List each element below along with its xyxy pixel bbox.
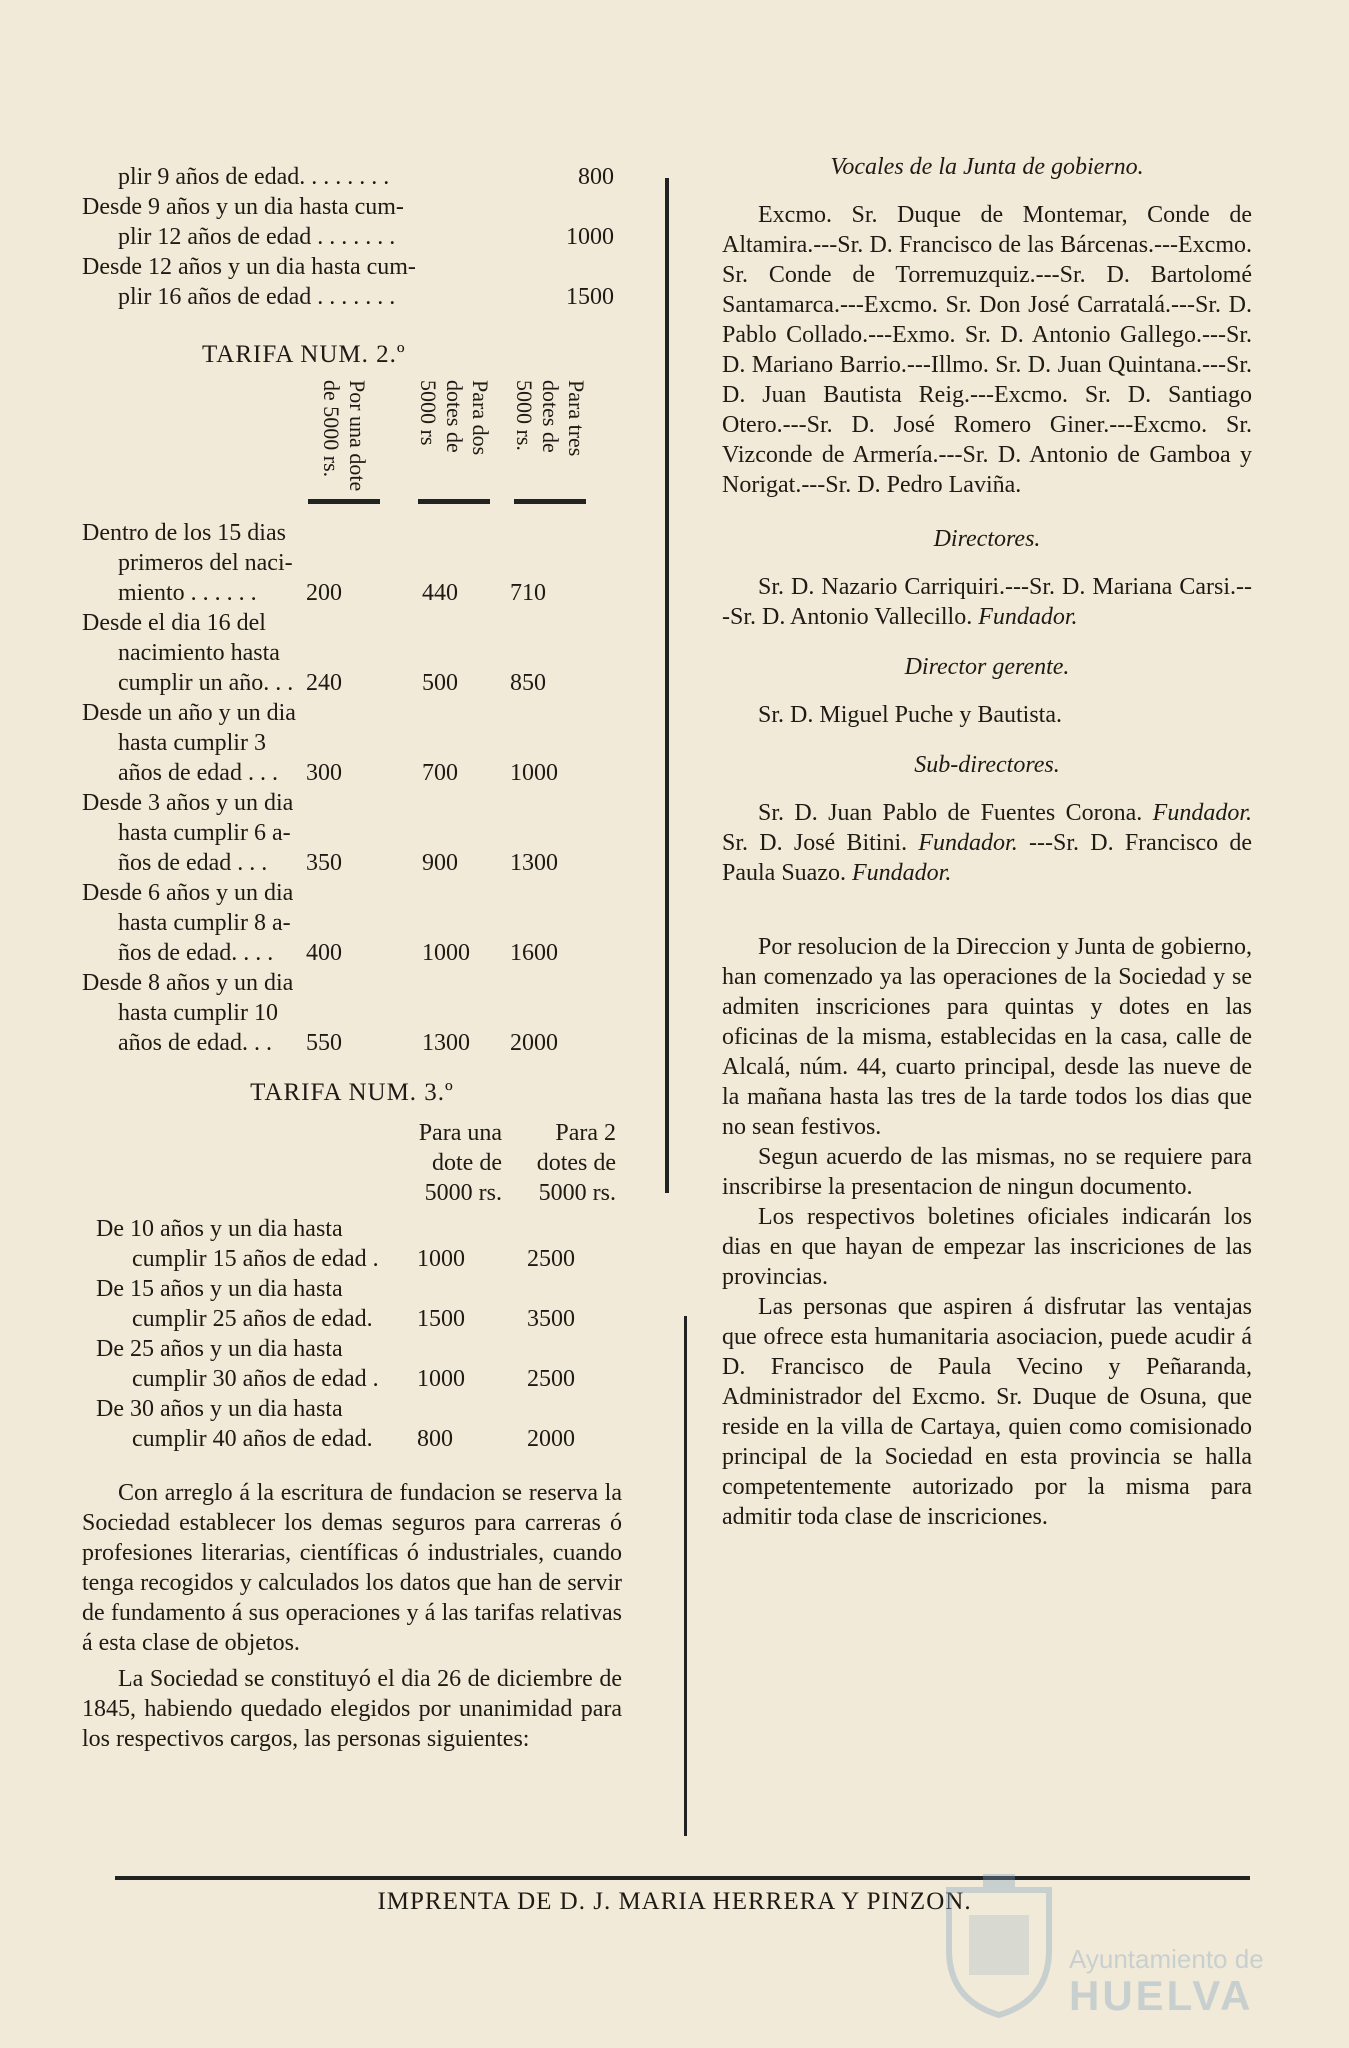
tarifa1-value: 1500 <box>566 284 614 310</box>
tarifa3-col-header: Para 2 dotes de 5000 rs. <box>536 1120 616 1206</box>
tarifa3-row-label: De 25 años y un dia hasta <box>96 1336 343 1362</box>
tarifa3-row-label: cumplir 40 años de edad. <box>132 1426 373 1452</box>
tarifa3-col-header: Para una dote de 5000 rs. <box>418 1120 502 1206</box>
tarifa2-value: 2000 <box>510 1030 558 1056</box>
tarifa2-row <box>82 608 622 698</box>
tarifa2-row-label: miento . . . . . . <box>118 580 257 606</box>
imprint-footer: IMPRENTA DE D. J. MARIA HERRERA Y PINZON. <box>377 1888 972 1915</box>
tarifa2-row-label: hasta cumplir 6 a- <box>118 820 291 846</box>
tarifa3-row-label: cumplir 25 años de edad. <box>132 1306 373 1332</box>
tarifa2-title: TARIFA NUM. 2.º <box>202 341 406 368</box>
tarifa3-value: 800 <box>417 1426 453 1452</box>
watermark <box>939 1860 1269 2020</box>
tarifa2-value: 850 <box>510 670 546 696</box>
tarifa2-value: 200 <box>306 580 342 606</box>
tarifa2-row-label: ños de edad . . . <box>118 850 268 876</box>
right-column <box>722 152 1252 1532</box>
tarifa3-value: 1500 <box>417 1306 465 1332</box>
tarifa2-value: 500 <box>422 670 458 696</box>
left-column <box>82 162 622 1754</box>
tarifa3-row-label: De 10 años y un dia hasta <box>96 1216 343 1242</box>
section-title-subdirectores: Sub-directores. <box>914 752 1060 778</box>
tarifa1-line: Desde 12 años y un dia hasta cum- <box>82 254 416 280</box>
tarifa2-value: 240 <box>306 670 342 696</box>
tarifa2-row-label: nacimiento hasta <box>118 640 280 666</box>
tarifa2-row-label: Desde 8 años y un dia <box>82 970 294 996</box>
tarifa1-value: 1000 <box>566 224 614 250</box>
tarifa3-row <box>82 1394 622 1454</box>
column-rule <box>684 1316 687 1836</box>
tarifa2-value: 900 <box>422 850 458 876</box>
tarifa2-value: 710 <box>510 580 546 606</box>
paragraph: La Sociedad se constituyó el dia 26 de diciembre de 1845, habiendo quedado elegidos por unanimidad para los respectivos cargos, las personas siguientes: <box>82 1666 622 1752</box>
tarifa2-row-label: Desde un año y un dia <box>82 700 296 726</box>
paragraph: Con arreglo á la escritura de fundacion se reserva la Sociedad establecer los demas seguros para carreras ó profesiones literarias, científicas ó industriales, cuando tenga recogidos y calculados los datos que han de servir de fundamento á sus operaciones y á las tarifas relativas á esta clase de objetos. <box>82 1480 622 1656</box>
tarifa3-row-label: De 15 años y un dia hasta <box>96 1276 343 1302</box>
tarifa2-value: 1300 <box>510 850 558 876</box>
tarifa2-rows <box>82 518 622 1058</box>
tarifa1-row <box>82 192 622 252</box>
tarifa1-row <box>82 162 622 192</box>
section-title-director-gerente: Director gerente. <box>904 654 1070 680</box>
paragraph: Las personas que aspiren á disfrutar las ventajas que ofrece esta humanitaria asociacion, puede acudir á D. Francisco de Paula Vecino y Peñaranda, Administrador del Excmo. Sr. Duque de Osuna, que reside en la villa de Cartaya, quien como comisionado principal de la Sociedad en esta provincia se halla competentemente autorizado por la misma para admitir toda clase de inscriciones. <box>722 1294 1252 1530</box>
tarifa2-value: 700 <box>422 760 458 786</box>
tarifa3-value: 2500 <box>527 1246 575 1272</box>
tarifa2-row <box>82 968 622 1058</box>
tarifa2-row-label: años de edad. . . <box>118 1030 272 1056</box>
tarifa2-col-header: Por una dote de 5000 rs. <box>304 380 384 500</box>
tarifa3-row-label: cumplir 30 años de edad . <box>132 1366 379 1392</box>
tarifa2-row-label: primeros del naci- <box>118 550 293 576</box>
tarifa2-value: 400 <box>306 940 342 966</box>
tarifa2-row <box>82 878 622 968</box>
tarifa2-row-label: hasta cumplir 8 a- <box>118 910 291 936</box>
crest-icon <box>939 1870 1059 2020</box>
tarifa3-value: 3500 <box>527 1306 575 1332</box>
tarifa2-header <box>82 380 622 510</box>
tarifa3-title: TARIFA NUM. 3.º <box>250 1079 454 1106</box>
tarifa2-value: 1000 <box>422 940 470 966</box>
tarifa2-value: 440 <box>422 580 458 606</box>
tarifa2-value: 1000 <box>510 760 558 786</box>
section-title-vocales: Vocales de la Junta de gobierno. <box>830 154 1144 180</box>
tarifa1-line: plir 12 años de edad . . . . . . . <box>118 224 396 250</box>
tarifa2-row-label: Dentro de los 15 dias <box>82 520 286 546</box>
tarifa3-value: 1000 <box>417 1246 465 1272</box>
tarifa2-row-label: Desde el dia 16 del <box>82 610 266 636</box>
tarifa3-row <box>82 1274 622 1334</box>
tarifa2-row-label: Desde 6 años y un dia <box>82 880 294 906</box>
tarifa3-row <box>82 1214 622 1274</box>
director-gerente-text: Sr. D. Miguel Puche y Bautista. <box>758 702 1062 728</box>
column-rule <box>665 178 669 1193</box>
tarifa3-row-label: cumplir 15 años de edad . <box>132 1246 379 1272</box>
tarifa2-col-header: Para dos dotes de 5000 rs <box>414 380 494 500</box>
subdirectores-text: Sr. D. Juan Pablo de Fuentes Corona. Fundador. Sr. D. José Bitini. Fundador. ---Sr. D. Francisco de Paula Suazo. Fundador. <box>722 800 1253 886</box>
tarifa3-rows <box>82 1214 622 1454</box>
tarifa3-value: 1000 <box>417 1366 465 1392</box>
tarifa2-row <box>82 518 622 608</box>
tarifa3-header <box>82 1118 622 1214</box>
tarifa3-value: 2000 <box>527 1426 575 1452</box>
paragraph: Los respectivos boletines oficiales indicarán los dias en que hayan de empezar las inscriciones de las provincias. <box>722 1204 1252 1290</box>
directores-text: Sr. D. Nazario Carriquiri.---Sr. D. Mariana Carsi.---Sr. D. Antonio Vallecillo. Fundador. <box>722 574 1252 630</box>
tarifa1-line: plir 16 años de edad . . . . . . . <box>118 284 396 310</box>
tarifa2-value: 300 <box>306 760 342 786</box>
tarifa3-row <box>82 1334 622 1394</box>
watermark-line1: Ayuntamiento de <box>1069 1944 1264 1974</box>
tarifa2-row-label: cumplir un año. . . <box>118 670 294 696</box>
tarifa2-row-label: años de edad . . . <box>118 760 278 786</box>
vocales-text: Excmo. Sr. Duque de Montemar, Conde de Altamira.---Sr. D. Francisco de las Bárcenas.---Excmo. Sr. Conde de Torremuzquiz.---Sr. D. Bartolomé Santamarca.---Excmo. Sr. Don José Carratalá.---Sr. D. Pablo Collado.---Exmo. Sr. D. Antonio Gallego.---Sr. D. Mariano Barrio.---Illmo. Sr. D. Juan Quintana.---Sr. D. Juan Bautista Reig.---Excmo. Sr. D. Santiago Otero.---Sr. D. José Romero Giner.---Excmo. Sr. Vizconde de Armería.---Sr. D. Antonio de Gamboa y Norigat.---Sr. D. Pedro Laviña. <box>722 202 1252 498</box>
tarifa2-row <box>82 698 622 788</box>
section-title-directores: Directores. <box>933 526 1041 552</box>
tarifa3-value: 2500 <box>527 1366 575 1392</box>
paragraph: Por resolucion de la Direccion y Junta de gobierno, han comenzado ya las operaciones de la Sociedad y se admiten inscriciones para quintas y dotes en las oficinas de la misma, establecidas en la casa, calle de Alcalá, núm. 44, cuarto principal, desde las nueve de la mañana hasta las tres de la tarde todos los dias que no sean festivos. <box>722 934 1252 1140</box>
tarifa2-value: 1300 <box>422 1030 470 1056</box>
tarifa1-line: plir 9 años de edad. . . . . . . . <box>118 164 390 190</box>
paragraph: Segun acuerdo de las mismas, no se requiere para inscribirse la presentacion de ningun documento. <box>722 1144 1252 1200</box>
watermark-line2: HUELVA <box>1069 1972 1254 2019</box>
tarifa2-row <box>82 788 622 878</box>
tarifa2-row-label: hasta cumplir 10 <box>118 1000 278 1026</box>
tarifa1-value: 800 <box>578 164 614 190</box>
tarifa2-row-label: ños de edad. . . . <box>118 940 274 966</box>
tarifa3-row-label: De 30 años y un dia hasta <box>96 1396 343 1422</box>
tarifa2-value: 550 <box>306 1030 342 1056</box>
tarifa2-row-label: hasta cumplir 3 <box>118 730 266 756</box>
tarifa2-value: 1600 <box>510 940 558 966</box>
tarifa2-value: 350 <box>306 850 342 876</box>
tarifa2-col-header: Para tres dotes de 5000 rs. <box>510 380 590 500</box>
tarifa1-line: Desde 9 años y un dia hasta cum- <box>82 194 404 220</box>
tarifa2-row-label: Desde 3 años y un dia <box>82 790 294 816</box>
tarifa1-row <box>82 252 622 312</box>
